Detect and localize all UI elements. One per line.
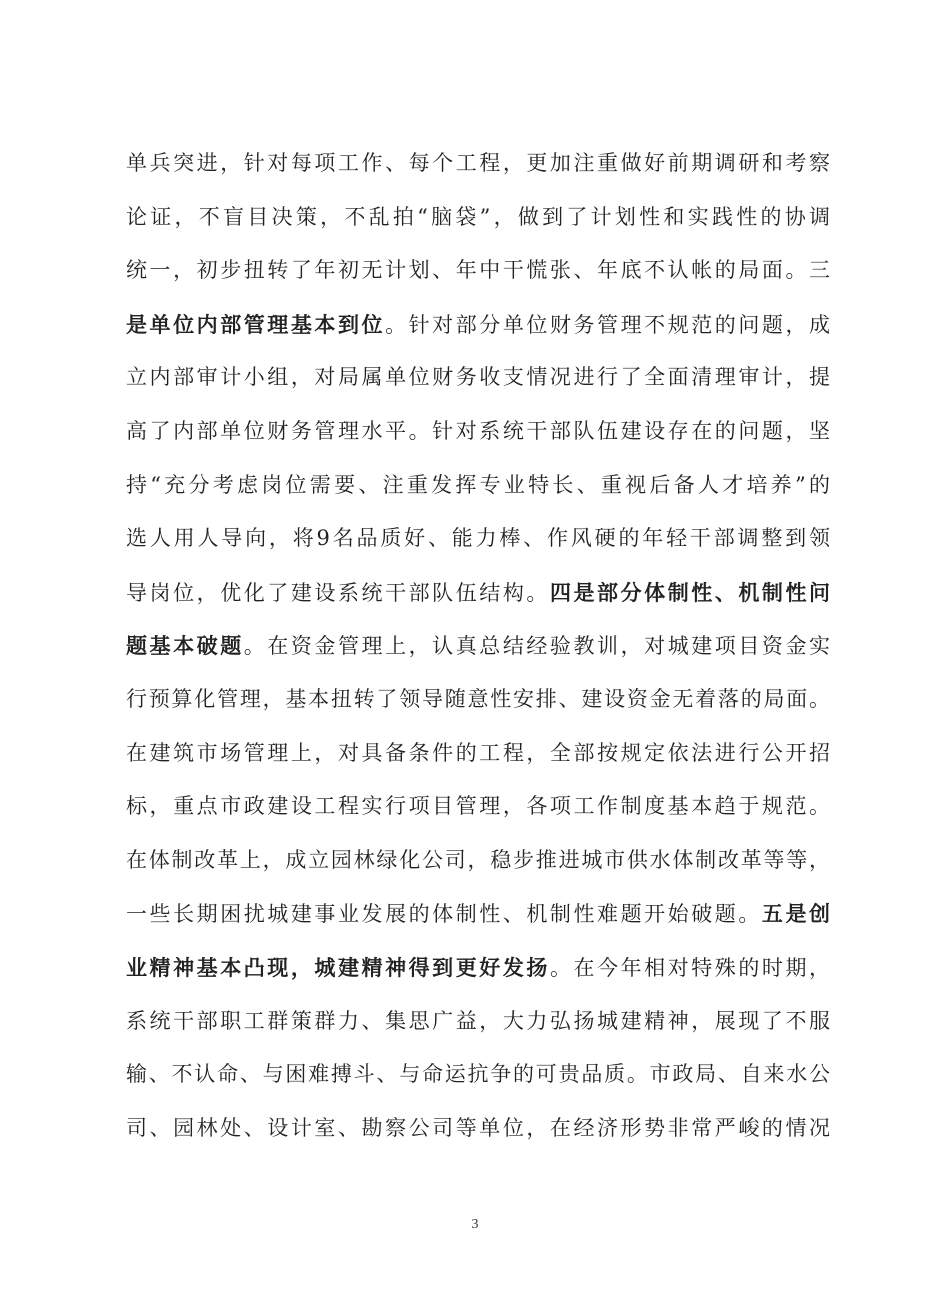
- text-segment: 统一，初步扭转了年初无计划、年中干慌张、年底不认帐的局面。三: [126, 258, 830, 283]
- text-line: [126, 298, 830, 352]
- text-line: [126, 1048, 830, 1102]
- text-segment: 单兵突进，针对每项工作、每个工程，更加注重做好前期调研和考察: [126, 151, 830, 175]
- text-line: [126, 780, 830, 834]
- bold-text-segment: 四是部分体制性、机制性问: [549, 579, 831, 605]
- text-line: [126, 673, 830, 727]
- text-line: [126, 459, 830, 513]
- text-line: [126, 941, 830, 995]
- text-line: [126, 834, 830, 888]
- text-segment: 司、园林处、设计室、勘察公司等单位，在经济形势非常严峻的情况: [126, 1115, 830, 1140]
- body-paragraph: [126, 137, 830, 1155]
- text-segment: 高了内部单位财务管理水平。针对系统干部队伍建设存在的问题，坚: [126, 418, 830, 443]
- text-segment: 系统干部职工群策群力、集思广益，大力弘扬城建精神，展现了不服: [126, 1008, 830, 1033]
- bold-text-segment: 业精神基本凸现，城建精神得到更好发扬: [126, 954, 550, 980]
- text-line: [126, 566, 830, 620]
- text-line: [126, 351, 830, 405]
- text-segment: 一些长期困扰城建事业发展的体制性、机制性难题开始破题。: [126, 902, 762, 927]
- text-segment: 在建筑市场管理上，对具备条件的工程，全部按规定依法进行公开招: [126, 740, 830, 765]
- text-segment: 持“充分考虑岗位需要、注重发挥专业特长、重视后备人才培养”的: [126, 472, 830, 497]
- text-segment: 选人用人导向，将9名品质好、能力棒、作风硬的年轻干部调整到领: [126, 526, 830, 551]
- text-segment: 导岗位，优化了建设系统干部队伍结构。: [126, 580, 550, 605]
- text-segment: 行预算化管理，基本扭转了领导随意性安排、建设资金无着落的局面。: [126, 686, 830, 711]
- text-segment: 标，重点市政建设工程实行项目管理，各项工作制度基本趋于规范。: [126, 794, 830, 819]
- text-segment: 。在资金管理上，认真总结经验教训，对城建项目资金实: [243, 634, 831, 659]
- bold-text-segment: 五是创: [761, 901, 831, 927]
- page-number: 3: [471, 1217, 479, 1232]
- text-line: [126, 191, 830, 245]
- text-line: [126, 995, 830, 1049]
- bold-text-segment: 题基本破题: [126, 633, 244, 659]
- text-line: [126, 1102, 830, 1156]
- text-line: [126, 137, 830, 191]
- text-segment: 论证，不盲目决策，不乱拍“脑袋”，做到了计划性和实践性的协调: [126, 204, 830, 229]
- text-line: [126, 727, 830, 781]
- bold-text-segment: 是单位内部管理基本到位: [126, 311, 386, 337]
- text-segment: 在体制改革上，成立园林绿化公司，稳步推进城市供水体制改革等等，: [126, 847, 830, 872]
- text-line: [126, 512, 830, 566]
- text-line: [126, 244, 830, 298]
- text-line: [126, 887, 830, 941]
- text-line: [126, 405, 830, 459]
- text-segment: 输、不认命、与困难搏斗、与命运抗争的可贵品质。市政局、自来水公: [126, 1062, 830, 1087]
- text-segment: 。在今年相对特殊的时期，: [549, 955, 831, 980]
- text-segment: 立内部审计小组，对局属单位财务收支情况进行了全面清理审计，提: [126, 365, 830, 390]
- text-line: [126, 619, 830, 673]
- text-segment: 。针对部分单位财务管理不规范的问题，成: [385, 312, 831, 337]
